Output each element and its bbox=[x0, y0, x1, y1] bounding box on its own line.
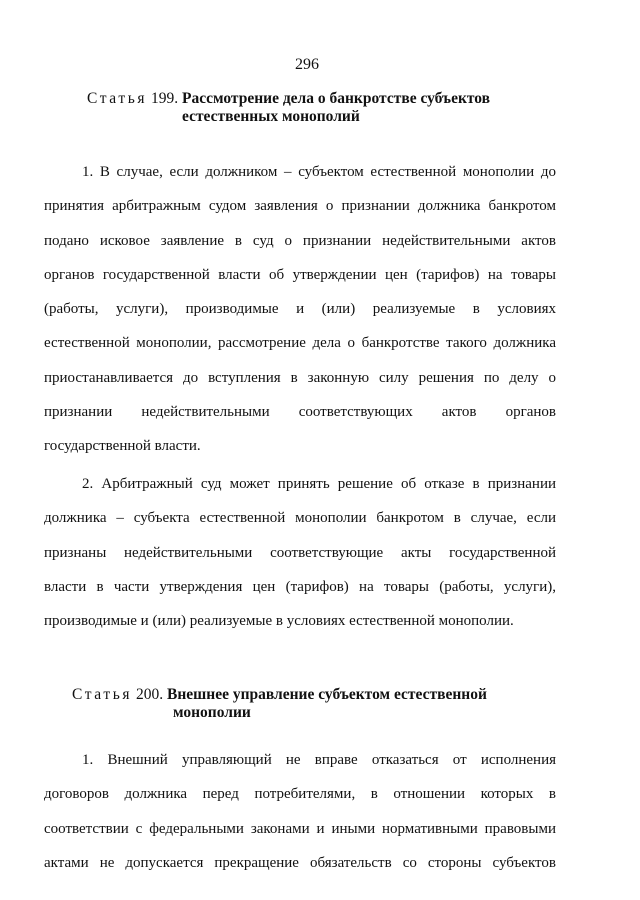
article-title-line-2: естественных монополий bbox=[182, 108, 360, 125]
article-200-heading bbox=[72, 686, 592, 722]
article-title-line-1: Рассмотрение дела о банкротстве субъектов bbox=[182, 90, 491, 107]
article-title-line-1: Внешнее управление субъектом естественной bbox=[167, 686, 487, 703]
text-line: принятия арбитражным судом заявления о признании должника банкротом bbox=[44, 198, 556, 215]
text-line: (работы, услуги), производимые и (или) реализуемые в условиях bbox=[44, 301, 556, 318]
article-number: 199. bbox=[151, 90, 179, 107]
article-200-paragraph-1 bbox=[44, 743, 556, 880]
article-label: Статья bbox=[72, 686, 133, 703]
page-number: 296 bbox=[295, 56, 319, 73]
text-line: должника – субъекта естественной монополии банкротом в случае, если bbox=[44, 510, 556, 527]
text-line: признаны недействительными соответствующие акты государственной bbox=[44, 544, 556, 561]
text-line: признании недействительными соответствующих актов органов bbox=[44, 404, 556, 421]
article-199-paragraph-2 bbox=[44, 467, 556, 638]
article-number: 200. bbox=[136, 686, 164, 703]
article-title-line-2: монополии bbox=[173, 704, 251, 721]
text-line: 1. Внешний управляющий не вправе отказаться от исполнения bbox=[82, 752, 556, 768]
text-line: государственной власти. bbox=[44, 438, 201, 455]
text-line: 2. Арбитражный суд может принять решение об отказе в признании bbox=[82, 476, 556, 492]
text-line: естественной монополии, рассмотрение дела о банкротстве такого должника bbox=[44, 335, 556, 352]
text-line: производимые и (или) реализуемые в условиях естественной монополии. bbox=[44, 613, 514, 630]
text-line: подано исковое заявление в суд о признании недействительными актов bbox=[44, 232, 556, 249]
text-line: договоров должника перед потребителями, в отношении которых в bbox=[44, 786, 556, 803]
article-199-paragraph-1 bbox=[44, 155, 556, 464]
article-label: Статья bbox=[87, 90, 148, 107]
article-199-heading bbox=[87, 90, 607, 126]
text-line: 1. В случае, если должником – субъектом естественной монополии до bbox=[82, 164, 556, 180]
text-line: актами не допускается прекращение обязательств со стороны субъектов bbox=[44, 854, 556, 871]
text-line: органов государственной власти об утверждении цен (тарифов) на товары bbox=[44, 266, 556, 283]
text-line: приостанавливается до вступления в законную силу решения по делу о bbox=[44, 369, 556, 386]
text-line: соответствии с федеральными законами и иными нормативными правовыми bbox=[44, 820, 556, 837]
text-line: власти в части утверждения цен (тарифов) на товары (работы, услуги), bbox=[44, 578, 556, 595]
